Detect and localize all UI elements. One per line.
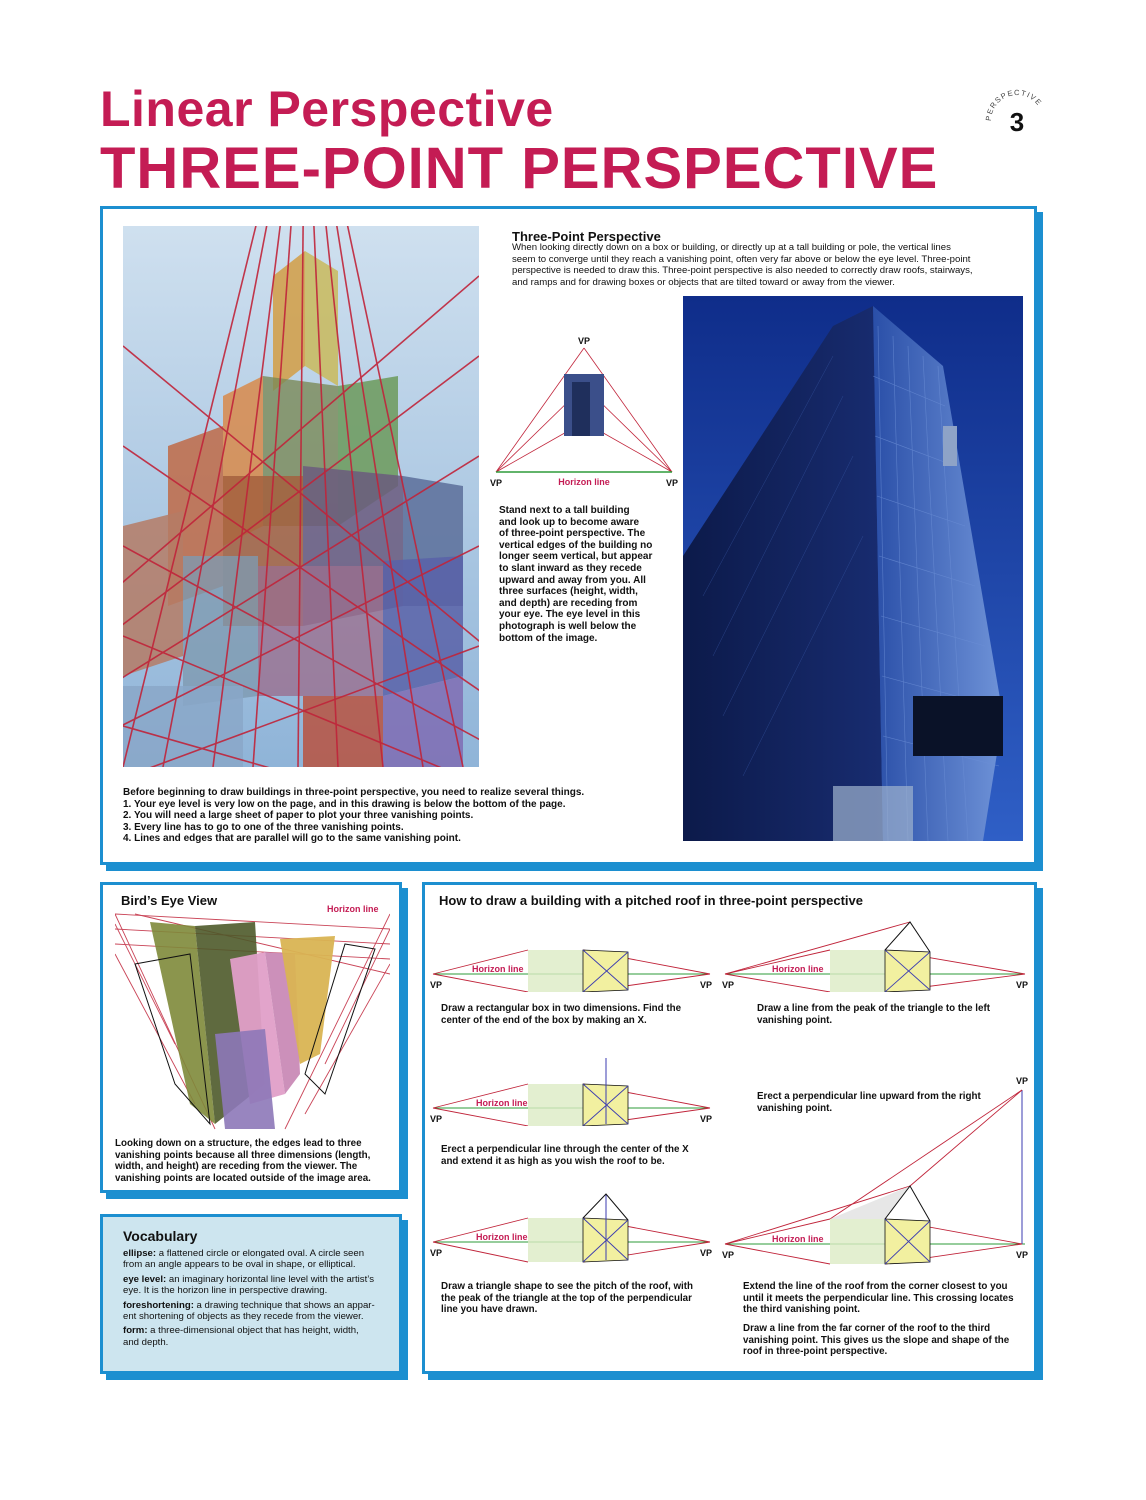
- step6-vp-left: VP: [722, 1250, 735, 1260]
- before-line: 1. Your eye level is very low on the page, and in this drawing is below the bottom of the page.: [123, 798, 566, 810]
- before-line: 3. Every line has to go to one of the three vanishing points.: [123, 821, 404, 833]
- step6-vp-top: VP: [1016, 1076, 1029, 1086]
- step1-line: center of the end of the box by making an X.: [441, 1014, 647, 1026]
- step6-caption: [743, 1281, 1028, 1316]
- stand-next-paragraph: [499, 505, 679, 644]
- step7-caption: [743, 1323, 1028, 1358]
- stand-line: and look up to become aware: [499, 516, 640, 528]
- step3-diagram: [428, 1056, 718, 1126]
- step5-caption: [441, 1281, 721, 1316]
- step3-horizon-label: Horizon line: [476, 1098, 528, 1108]
- vocab-entry: [123, 1274, 398, 1297]
- vocabulary-list: [123, 1248, 398, 1348]
- vocab-term: eye level:: [123, 1273, 167, 1285]
- step2-line: Draw a line from the peak of the triangle to the left: [757, 1003, 990, 1014]
- stand-line: three surfaces (height, width,: [499, 586, 638, 598]
- vocab-entry: [123, 1325, 398, 1348]
- step6-line: Extend the line of the roof from the corner closest to you: [743, 1281, 1008, 1292]
- before-line: 2. You will need a large sheet of paper to plot your three vanishing points.: [123, 810, 474, 822]
- vocab-term: ellipse:: [123, 1248, 157, 1259]
- vocab-def: a three-dimensional object that has height, width,: [147, 1325, 359, 1337]
- page-title: Linear Perspective: [100, 81, 554, 137]
- perspective-badge: [984, 88, 1050, 154]
- step1-vp-left: VP: [430, 980, 443, 990]
- birds-eye-caption: [115, 1138, 395, 1184]
- stand-line: photograph is well below the: [499, 620, 637, 632]
- step4-line: Erect a perpendicular line upward from the right: [757, 1091, 981, 1102]
- step6-diagram: [720, 1074, 1032, 1266]
- birds-eye-line: vanishing points because all three dimensions (length,: [115, 1149, 371, 1161]
- vocab-def: ent shortening of objects as they recede from the viewer.: [123, 1311, 364, 1323]
- stand-line: bottom of the image.: [499, 632, 598, 644]
- stand-line: vertical edges of the building no: [499, 539, 653, 551]
- step7-line: Draw a line from the far corner of the roof to the third: [743, 1323, 991, 1334]
- vocab-entry: [123, 1248, 398, 1271]
- howto-heading: How to draw a building with a pitched roof in three-point perspective: [439, 893, 863, 908]
- step1-line: Draw a rectangular box in two dimensions. Find the: [441, 1003, 682, 1014]
- vocab-def: a drawing technique that shows an appar-: [193, 1299, 375, 1311]
- horizon-label: Horizon line: [558, 477, 610, 487]
- vocab-entry: [123, 1300, 398, 1323]
- before-line: 4. Lines and edges that are parallel will go to the same vanishing point.: [123, 833, 461, 845]
- step5-diagram: [428, 1190, 718, 1264]
- step6-vp-right: VP: [1016, 1250, 1029, 1260]
- page-subtitle: THREE-POINT PERSPECTIVE: [100, 136, 939, 201]
- birds-eye-horizon-label: Horizon line: [327, 904, 379, 914]
- intro-line: seem to converge until they reach a vanishing point, often very far above or below the eye level. Three-point: [512, 253, 971, 265]
- vocab-term: form:: [123, 1325, 148, 1337]
- step5-vp-right: VP: [700, 1248, 713, 1258]
- step5-line: the peak of the triangle at the top of the perpendicular: [441, 1292, 692, 1304]
- vocab-def: from an angle appears to be oval in shape, or elliptical.: [123, 1259, 356, 1271]
- vanishing-point-diagram: [486, 334, 682, 494]
- stand-line: and depth) are receding from: [499, 597, 638, 609]
- step1-diagram: [428, 938, 718, 992]
- vp-right-label: VP: [666, 478, 679, 488]
- vocab-def: and depth.: [123, 1336, 169, 1348]
- step7-line: vanishing point. This gives us the slope and shape of the: [743, 1334, 1010, 1346]
- step5-line: Draw a triangle shape to see the pitch of the roof, with: [441, 1281, 694, 1292]
- vocab-def: eye. It is the horizon line in perspective drawing.: [123, 1285, 328, 1297]
- step3-line: Erect a perpendicular line through the center of the X: [441, 1144, 689, 1155]
- step2-horizon-label: Horizon line: [772, 964, 824, 974]
- step1-caption: [441, 1003, 721, 1026]
- stand-line: upward and away from you. All: [499, 574, 646, 586]
- vocab-def: a flattened circle or elongated oval. A circle seen: [156, 1248, 365, 1259]
- vocab-term: foreshortening:: [123, 1299, 194, 1311]
- intro-line: When looking directly down on a box or building, or directly up at a tall building or pole, the vertical lines: [512, 242, 951, 253]
- stand-line: of three-point perspective. The: [499, 528, 646, 540]
- step3-vp-right: VP: [700, 1114, 713, 1124]
- birds-eye-line: vanishing points are located outside of the image area.: [115, 1172, 371, 1184]
- badge-number: 3: [1009, 107, 1025, 137]
- step2-line: vanishing point.: [757, 1014, 833, 1026]
- step1-vp-right: VP: [700, 980, 713, 990]
- step1-horizon-label: Horizon line: [472, 964, 524, 974]
- stand-line: to slant inward as they recede: [499, 562, 642, 574]
- step6-line: the third vanishing point.: [743, 1304, 861, 1316]
- intro-line: and ramps and for drawing boxes or objects that are tilted toward or away from the viewer.: [512, 276, 895, 288]
- birds-eye-heading: Bird’s Eye View: [121, 893, 218, 908]
- birds-eye-illustration: [115, 904, 390, 1132]
- before-line: Before beginning to draw buildings in three-point perspective, you need to realize several things.: [123, 787, 585, 798]
- birds-eye-line: Looking down on a structure, the edges lead to three: [115, 1138, 362, 1149]
- step6-line: until it meets the perpendicular line. This crossing locates: [743, 1292, 1014, 1304]
- step6-horizon-label: Horizon line: [772, 1234, 824, 1244]
- step2-diagram: [720, 914, 1030, 992]
- step5-horizon-label: Horizon line: [476, 1232, 528, 1242]
- step3-vp-left: VP: [430, 1114, 443, 1124]
- stand-line: Stand next to a tall building: [499, 505, 630, 516]
- badge-ring-text: PERSPECTIVE: [984, 88, 1044, 122]
- step3-line: and extend it as high as you wish the roof to be.: [441, 1155, 665, 1167]
- vp-top-label: VP: [577, 336, 591, 346]
- step2-vp-left: VP: [722, 980, 735, 990]
- step2-caption: [757, 1003, 1027, 1026]
- birds-eye-line: width, and height) are receding from the viewer. The: [115, 1161, 358, 1173]
- building-photo: [683, 296, 1023, 841]
- intro-line: perspective is needed to draw this. Three-point perspective is also needed to correctly draw roofs, stairways,: [512, 265, 973, 276]
- step5-line: line you have drawn.: [441, 1304, 538, 1316]
- stand-line: longer seem vertical, but appear: [499, 551, 653, 563]
- before-beginning-list: [123, 787, 643, 845]
- vp-left-label: VP: [490, 478, 503, 488]
- step7-line: roof in three-point perspective.: [743, 1346, 888, 1358]
- building-drawing-illustration: [123, 226, 479, 767]
- intro-paragraph: [512, 242, 1022, 288]
- vocabulary-heading: Vocabulary: [123, 1228, 198, 1244]
- step2-vp-right: VP: [1016, 980, 1029, 990]
- step5-vp-left: VP: [430, 1248, 443, 1258]
- stand-line: your eye. The eye level in this: [499, 609, 641, 621]
- step3-caption: [441, 1144, 721, 1167]
- three-point-heading: Three-Point Perspective: [512, 229, 661, 244]
- step4-line: vanishing point.: [757, 1102, 833, 1114]
- vocab-def: an imaginary horizontal line level with the artist’s: [166, 1273, 375, 1285]
